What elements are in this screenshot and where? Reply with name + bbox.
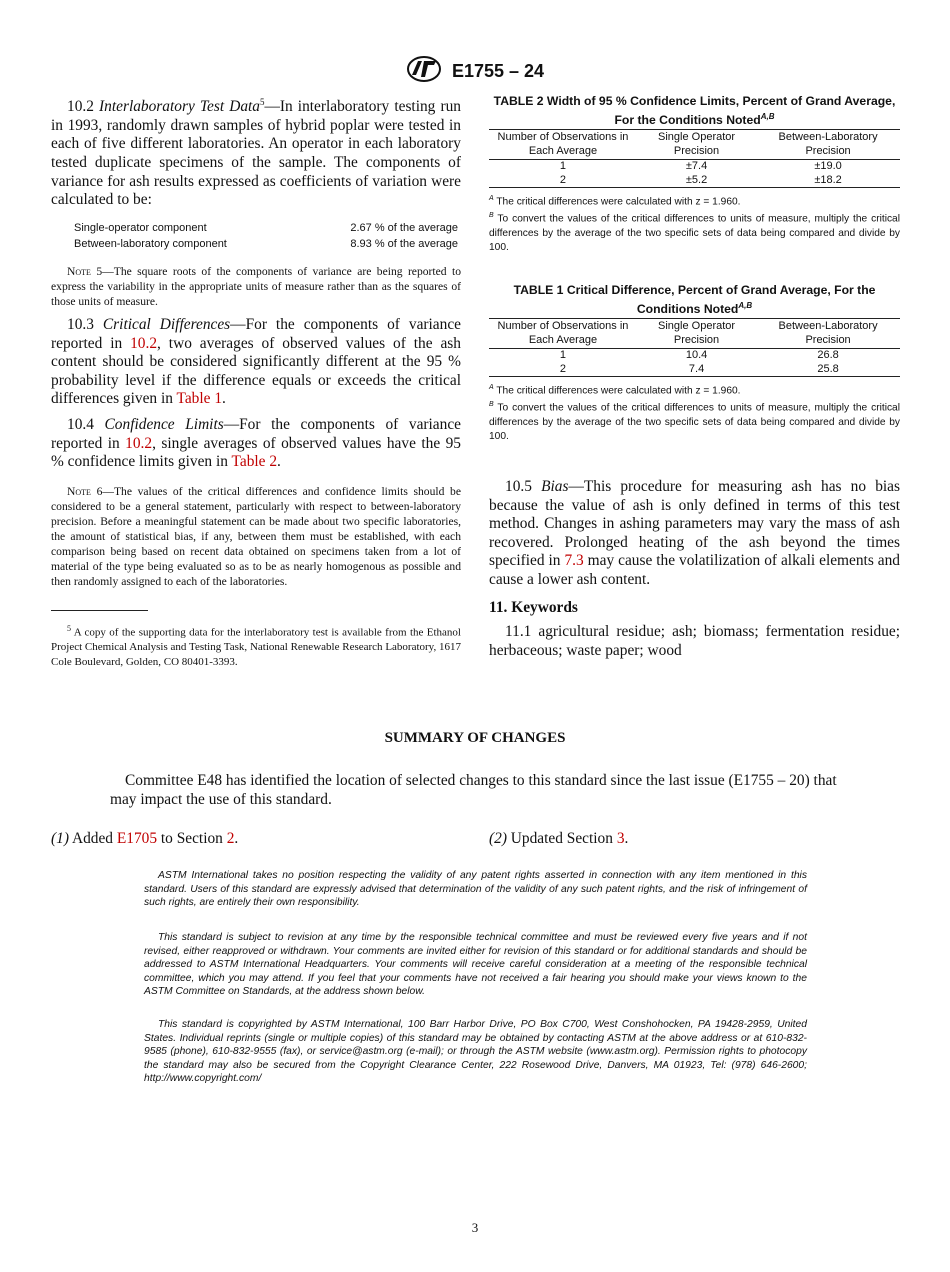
summary-heading: SUMMARY OF CHANGES <box>384 730 566 746</box>
footnote-rule <box>51 610 148 611</box>
footnote-5: $^5$ A copy of the supporting data for the interlaboratory test is available from the Ethanol Project Chemical Analysis and Testing Task, National Renewable Research Laboratory, 1617 Cole Boulevard, Golden, CO 80401-3393. <box>51 624 461 668</box>
patent-disclaimer: ASTM International takes no position respecting the validity of any patent rights asserted in connection with any item mentioned in this standard. Users of this standard are expressly advised that determination of the validity of any such patent rights, and the risk of infringement of such rights, are entirely their own responsibility. <box>144 870 807 909</box>
copyright-disclaimer: This standard is copyrighted by ASTM International, 100 Barr Harbor Drive, PO Box C700, West Conshohocken, PA 19428-2959, United States. Individual reprints (single or multiple copies) of this standard may be obtained by contacting ASTM at the above address or at 610-832-9585 (phone), 610-832-9555 (fax), or service@astm.org (e-mail); or through the ASTM website (www.astm.org). Permission rights to photocopy the standard may also be secured from the Copyright Clearance Center, 222 Rosewood Drive, Danvers, MA 01923, Tel: (978) 646-2600; http://www.copyright.com/ <box>144 1019 807 1085</box>
link-10-2[interactable]: 10.2 <box>125 434 153 452</box>
table-1-caption: TABLE 1 Critical Difference, Percent of Grand Average, For the Conditions Noted$^{A,B}$ <box>513 283 876 317</box>
change-2: (2) Updated Section 3. <box>489 830 629 847</box>
section-11-heading: 11. Keywords <box>489 598 578 616</box>
section-10-4: 10.4 Confidence Limits—For the components of variance reported in 10.2, single averages of observed values have the 95 % confidence limits given in Table 2. <box>51 415 461 471</box>
standard-designation: E1755 – 24 <box>451 61 545 81</box>
link-section-3[interactable]: 3 <box>616 830 625 847</box>
variance-components: Single-operator component 2.67 % of the average Between-laboratory component 8.93 % of the average <box>74 221 458 250</box>
note-5: Note 5—The square roots of the components of variance are being reported to express the variability in the appropriate units of measure rather than as the squares of those units of measure. <box>51 264 461 308</box>
table-row: 2 ±5.2 ±18.2 <box>489 174 900 188</box>
table-2-block <box>489 94 900 255</box>
astm-logo-icon <box>406 55 442 88</box>
note-6: Note 6—The values of the critical differences and confidence limits should be considered to be a general statement, particularly with respect to between-laboratory precision. Before a meaningful statement can be made about two specific laboratories, the amount of statistical bias, if any, between them must be established, with each comparison being based on recent data obtained on specimens taken from a lot of material of the type being evaluated so as to be as nearly homogenous as possible and then randomly assigned to each of the laboratories. <box>51 484 461 589</box>
table-1: Number of Observations in Each Average Single Operator Precision Between-Laboratory Precision 1 10.4 26.8 2 7.4 25.8 <box>489 318 900 377</box>
link-e1705[interactable]: E1705 <box>116 830 158 847</box>
link-section-2[interactable]: 2 <box>226 830 235 847</box>
table-1-notes: $^A$ The critical differences were calculated with z = 1.960. $^B$ To convert the values of the critical differences to units of measure, multiply the critical differences by the average of the two specific sets of data being compared and divide by 100. <box>489 384 900 442</box>
link-7-3[interactable]: 7.3 <box>564 552 584 570</box>
left-column <box>51 93 461 589</box>
link-table-1[interactable]: Table 1 <box>176 390 223 408</box>
table-2-notes: $^A$ The critical differences were calculated with z = 1.960. $^B$ To convert the values of the critical differences to units of measure, multiply the critical differences by the average of the two specific sets of data being compared and divide by 100. <box>489 195 900 253</box>
summary-intro: Committee E48 has identified the location of selected changes to this standard since the last issue (E1755 – 20) that may impact the use of this standard. <box>110 772 837 808</box>
section-10-3: 10.3 Critical Differences—For the components of variance reported in 10.2, two averages of observed values of the ash content should be considered significantly different at the 95 % probability level if the difference equals or exceeds the critical differences given in Table 1. <box>51 315 461 408</box>
page-header <box>0 55 950 88</box>
link-table-2[interactable]: Table 2 <box>231 453 278 471</box>
section-10-2: 10.2 Interlaboratory Test Data$^5$—In interlaboratory testing run in 1993, randomly drawn samples of hybrid poplar were tested in each of five different laboratories. An operator in each laboratory tested duplicate specimens of the sample. The components of variance for ash results expressed as coefficients of variation were calculated to be: <box>51 97 461 209</box>
table-row: 1 10.4 26.8 <box>559 349 839 362</box>
table-row: 1 ±7.4 ±19.0 <box>559 160 842 173</box>
right-column-text <box>489 478 900 660</box>
page-number: 3 <box>471 1220 479 1235</box>
table-1-block <box>489 283 900 444</box>
section-11-1: 11.1 agricultural residue; ash; biomass; fermentation residue; herbaceous; waste paper; wood <box>489 623 900 659</box>
revision-disclaimer: This standard is subject to revision at any time by the responsible technical committee and must be reviewed every five years and if not revised, either reapproved or withdrawn. Your comments are invited either for revision of this standard or for additional standards and should be addressed to ASTM International Headquarters. Your comments will receive careful consideration at a meeting of the responsible technical committee, which you may attend. If you feel that your comments have not received a fair hearing you should make your views known to the ASTM Committee on Standards, at the address shown below. <box>144 932 807 998</box>
change-1: (1) Added E1705 to Section 2. <box>51 830 239 847</box>
table-row: 2 7.4 25.8 <box>489 363 900 377</box>
section-10-5: 10.5 Bias—This procedure for measuring ash has no bias because the value of ash is only defined in terms of this test method. Changes in ashing parameters may vary the mass of ash recovered. Prolonged heating of the ash beyond the times specified in 7.3 may cause the volatilization of alkali elements and cause a lower ash content. <box>489 478 900 588</box>
table-2-caption: TABLE 2 Width of 95 % Confidence Limits, Percent of Grand Average, For the Conditions Noted$^{A,B}$ <box>493 94 896 128</box>
link-10-2[interactable]: 10.2 <box>130 334 158 352</box>
table-2: Number of Observations in Each Average Single Operator Precision Between-Laboratory Precision 1 ±7.4 ±19.0 2 ±5.2 ±18.2 <box>489 129 900 188</box>
